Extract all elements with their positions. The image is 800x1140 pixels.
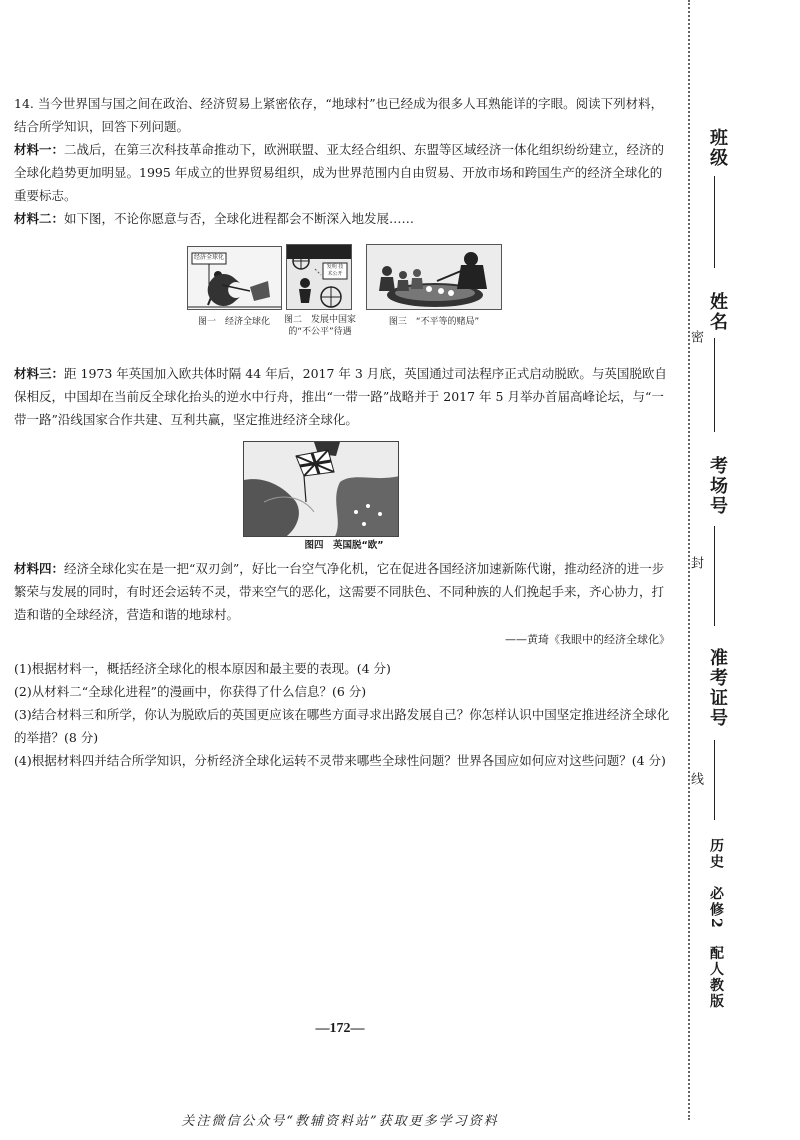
cartoon-1-sign: 经济全球化 <box>193 254 224 261</box>
material-4-source: ——黄琦《我眼中的经济全球化》 <box>505 633 670 646</box>
sub-question-3: (3)结合材料三和所学，你认为脱欧后的英国更应该在哪些方面寻求出路发展自己？你怎样认识中国坚定推进经济全球化的举措？(8 分) <box>14 707 670 745</box>
cartoon-3-illustration <box>367 245 502 310</box>
name-line <box>714 338 715 432</box>
question-intro: 14. 当今世界国与国之间在政治、经济贸易上紧密依存，“地球村”也已经成为很多人耳熟能详的字眼。阅读下列材料，结合所学知识，回答下列问题。 <box>14 96 664 134</box>
seal-xian: 线 <box>688 772 703 785</box>
name-label: 姓名 <box>707 292 728 332</box>
room-label: 考场号 <box>707 456 728 516</box>
cartoon-2-caption: 图二 发展中国家的“不公平”待遇 <box>283 315 356 337</box>
subject-info: 历史 必修2 配人教版 <box>708 838 724 1010</box>
exam-number-line <box>714 740 715 820</box>
material-2-label: 材料二： <box>14 211 65 226</box>
material-1 <box>14 138 674 207</box>
sub-question-2: (2)从材料二“全球化进程”的漫画中，你获得了什么信息？(6 分) <box>14 684 367 699</box>
cartoon-3-caption: 图三 “不平等的赌局” <box>388 317 480 327</box>
binding-sidebar <box>688 0 740 1140</box>
brexit-illustration <box>244 442 399 537</box>
cartoon-figure-1 <box>187 246 282 310</box>
brexit-caption: 图四 英国脱“欧” <box>304 540 384 551</box>
cartoon-1-caption: 图一 经济全球化 <box>197 317 270 327</box>
material-3-text: 距 1973 年英国加入欧共体时隔 44 年后，2017 年 3 月底，英国通过司法程序正式启动脱欧。与英国脱欧自保相反，中国却在当前反全球化抬头的逆水中行舟，推出“一带一路”战略并于 2017 年 5 月举办首届高峰论坛，与“一带一路”沿线国家合作共建、互利共赢，坚定推进经济全球化。 <box>14 366 667 427</box>
material-1-text: 二战后，在第三次科技革命推动下，欧洲联盟、亚太经合组织、东盟等区域经济一体化组织纷纷建立，经济的全球化趋势更加明显。1995 年成立的世界贸易组织，成为世界范围内自由贸易、开放市场和跨国生产的经济全球化的重要标志。 <box>14 142 665 203</box>
footer-note: 关注微信公众号“教辅资料站”获取更多学习资料 <box>181 1114 499 1129</box>
material-4 <box>14 557 674 626</box>
class-line <box>714 176 715 268</box>
seal-mi: 密 <box>688 330 703 343</box>
material-4-text: 经济全球化实在是一把“双刃剑”，好比一台空气净化机，它在促进各国经济加速新陈代谢，推动经济的进一步繁荣与发展的同时，有时还会运转不灵，带来空气的恶化，这需要不同肤色、不同种族的人们挽起手来，齐心协力，打造和谐的全球经济，营造和谐的地球村。 <box>14 561 665 622</box>
material-2 <box>14 207 674 230</box>
cartoon-row <box>14 238 674 358</box>
page-number: —172— <box>315 1021 365 1036</box>
sub-question-1: (1)根据材料一，概括经济全球化的根本原因和最主要的表现。(4 分) <box>14 661 391 676</box>
material-3 <box>14 362 674 431</box>
cartoon-figure-2 <box>286 244 352 310</box>
sub-question-4: (4)根据材料四并结合所学知识，分析经济全球化运转不灵带来哪些全球性问题？世界各国应如何应对这些问题？(4 分) <box>14 753 666 768</box>
exam-number-label: 准考证号 <box>707 648 728 728</box>
cartoon-figure-3 <box>366 244 502 310</box>
material-3-label: 材料三： <box>14 366 65 381</box>
question-block <box>14 92 674 772</box>
material-4-label: 材料四： <box>14 561 65 576</box>
sub-questions <box>14 657 674 772</box>
class-label: 班级 <box>707 128 728 168</box>
brexit-cartoon <box>243 441 399 537</box>
cartoon-2-sign: 发明 技 术公开 <box>326 264 344 277</box>
seal-feng: 封 <box>688 556 703 569</box>
room-line <box>714 526 715 626</box>
material-1-label: 材料一： <box>14 142 65 157</box>
material-2-text: 如下图，不论你愿意与否，全球化进程都会不断深入地发展…… <box>64 211 415 226</box>
